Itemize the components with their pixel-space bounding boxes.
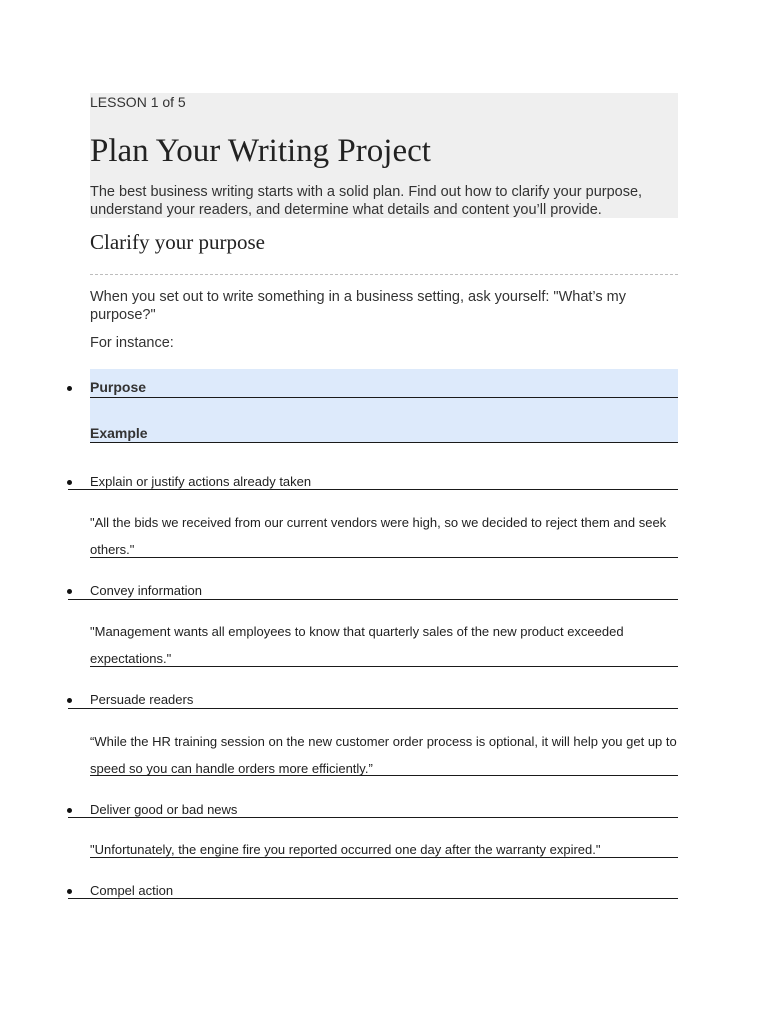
table-rule xyxy=(90,857,678,858)
table-row-purpose: Persuade readers xyxy=(90,692,194,707)
lesson-intro: The best business writing starts with a solid plan. Find out how to clarify your purpose, understand your readers, and determine what details and content you’ll provide. xyxy=(90,184,643,218)
table-rule xyxy=(90,666,678,667)
page-title: Plan Your Writing Project xyxy=(90,133,431,169)
bullet-icon xyxy=(67,889,72,894)
section-heading: Clarify your purpose xyxy=(90,230,265,254)
table-rule xyxy=(90,442,678,443)
table-rule xyxy=(68,817,678,818)
table-rule xyxy=(68,599,678,600)
table-row-purpose: Compel action xyxy=(90,883,174,898)
section-divider xyxy=(90,274,678,275)
table-rule xyxy=(68,898,678,899)
bullet-icon xyxy=(67,386,72,391)
lesson-counter: LESSON 1 of 5 xyxy=(90,94,186,110)
table-rule xyxy=(90,557,678,558)
bullet-icon xyxy=(67,808,72,813)
table-rule xyxy=(68,708,678,709)
bullet-icon xyxy=(67,480,72,485)
bullet-icon xyxy=(67,589,72,594)
table-row-example: “While the HR training session on the new customer order process is optional, it will help you get up to speed so you can handle orders more efficiently.” xyxy=(90,734,677,776)
table-row-example: "Management wants all employees to know that quarterly sales of the new product exceeded expectations." xyxy=(90,624,624,666)
table-rule xyxy=(90,775,678,776)
table-row-example: "All the bids we received from our current vendors were high, so we decided to reject them and seek others." xyxy=(90,515,667,557)
table-row-purpose: Explain or justify actions already taken xyxy=(90,474,312,489)
bullet-icon xyxy=(67,698,72,703)
section-paragraph-instance: For instance: xyxy=(90,335,174,351)
table-rule xyxy=(68,489,678,490)
table-row-purpose: Deliver good or bad news xyxy=(90,802,238,817)
table-header-purpose: Purpose xyxy=(90,379,147,395)
table-rule xyxy=(90,397,678,398)
table-row-example: "Unfortunately, the engine fire you reported occurred one day after the warranty expired." xyxy=(90,842,601,857)
section-paragraph: When you set out to write something in a business setting, ask yourself: "What’s my purpose?" xyxy=(90,289,626,323)
table-header-example: Example xyxy=(90,425,148,441)
table-row-purpose: Convey information xyxy=(90,583,202,598)
